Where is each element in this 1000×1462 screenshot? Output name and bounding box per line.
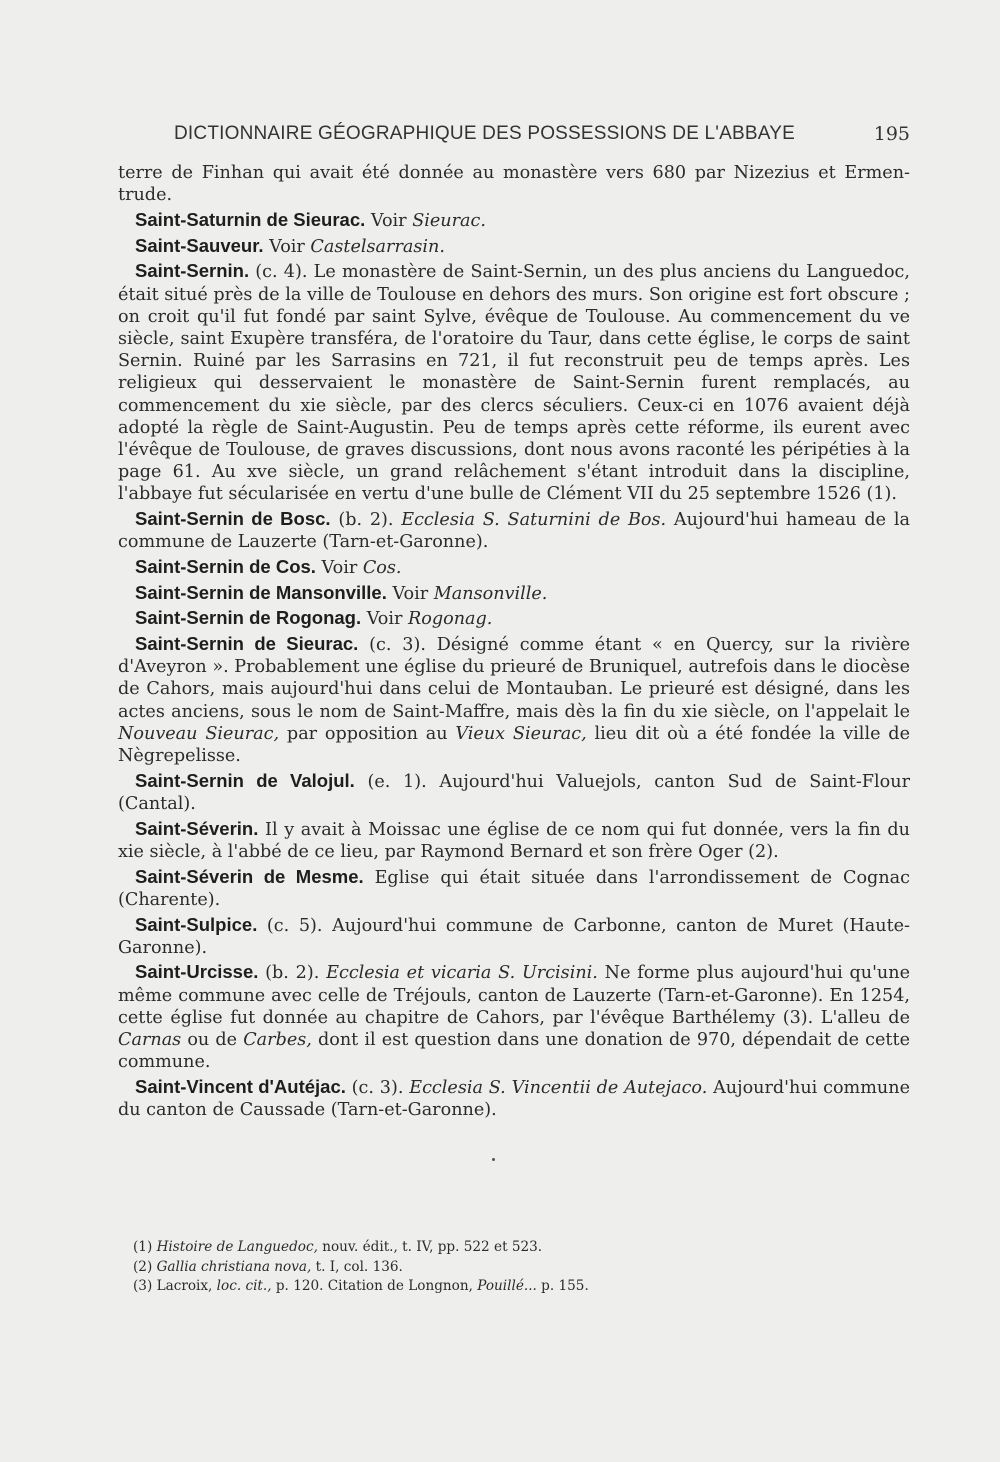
entry-headword: Saint-Sernin de Bosc. bbox=[135, 508, 331, 530]
entry-saint-sernin-de-sieurac bbox=[118, 633, 910, 767]
entry-text: Aujourd'hui hameau de la commune de Lauzerte (Tarn-et-Garonne). bbox=[118, 510, 910, 553]
entry-saint-sauveur bbox=[118, 235, 910, 258]
entry-saint-sernin-de-bosc bbox=[118, 508, 910, 553]
footnote-title: Gallia christiana nova, bbox=[156, 1258, 312, 1275]
entry-continuation bbox=[118, 162, 910, 206]
entry-text: Aujourd'hui Valuejols, canton Sud de Saint-Flour (Cantal). bbox=[118, 771, 910, 814]
entry-italic-term: Carnas bbox=[118, 1030, 182, 1051]
entry-italic-term: Nouveau Sieurac, bbox=[118, 723, 280, 744]
entry-text: Voir bbox=[263, 236, 311, 257]
entry-saint-sernin-de-valojul bbox=[118, 770, 910, 815]
entry-text: Voir bbox=[361, 609, 409, 630]
entry-text: Voir bbox=[315, 557, 363, 578]
entry-text: dont il est question dans une donation de 970, dépendait de cette commune. bbox=[118, 1030, 910, 1073]
entry-headword: Saint-Sernin de Valojul. bbox=[135, 769, 355, 791]
entry-headword: Saint-Séverin. bbox=[135, 817, 259, 839]
entry-text: Il y avait à Moissac une église de ce nom qui fut donnée, vers la fin du xie siècle, à l'abbé de ce lieu, par Raymond Bernard et son frère Oger (2). bbox=[118, 819, 910, 862]
entry-headword: Saint-Sernin de Mansonville. bbox=[135, 581, 387, 603]
entry-headword: Saint-Sernin de Rogonag. bbox=[135, 607, 362, 629]
entry-saint-severin-de-mesme bbox=[118, 866, 910, 911]
footnote-text: p. 120. Citation de Longnon, bbox=[271, 1278, 478, 1294]
entry-map-ref: (c. 3). bbox=[345, 1077, 404, 1098]
dictionary-body bbox=[118, 162, 910, 1124]
footnote-text: nouv. édit., t. IV, pp. 522 et 523. bbox=[317, 1239, 543, 1255]
entry-crossref: Sieurac. bbox=[412, 210, 486, 231]
entry-headword: Saint-Sauveur. bbox=[135, 234, 264, 256]
entry-saint-sernin-de-cos bbox=[118, 556, 910, 579]
page-number: 195 bbox=[873, 123, 910, 145]
entry-text: ou de bbox=[181, 1030, 244, 1051]
entry-headword: Saint-Sernin. bbox=[135, 260, 250, 282]
entry-latin-name: Ecclesia S. Saturnini de Bos. bbox=[393, 510, 667, 531]
entry-headword: Saint-Urcisse. bbox=[135, 961, 259, 983]
entry-saint-urcisse bbox=[118, 961, 910, 1073]
entry-map-ref: (c. 5). bbox=[257, 915, 323, 936]
entry-text: Voir bbox=[365, 210, 413, 231]
entry-text: lieu dit où a été fondée la ville de Nègrepelisse. bbox=[118, 723, 910, 767]
footnote-title: Pouillé... bbox=[477, 1278, 537, 1294]
entry-saint-saturnin-de-sieurac bbox=[118, 209, 910, 232]
footnote-number: (3) bbox=[133, 1278, 157, 1294]
entry-headword: Saint-Vincent d'Autéjac. bbox=[135, 1075, 346, 1097]
entry-text: Aujourd'hui commune du canton de Caussade (Tarn-et-Garonne). bbox=[118, 1077, 910, 1121]
entry-headword: Saint-Sernin de Sieurac. bbox=[135, 633, 359, 655]
entry-text: Ne forme plus aujourd'hui qu'une même commune avec celle de Tréjouls, canton de Lauzerte (Tarn-et-Garonne). En 1254, cette église fut donnée au chapitre de Cahors, par l'évêque Barthélemy (3). L'alleu de bbox=[118, 963, 910, 1028]
entry-map-ref: (e. 1). bbox=[354, 771, 427, 792]
entry-latin-name: Ecclesia et vicaria S. Urcisini. bbox=[319, 963, 598, 984]
entry-text: Aujourd'hui commune de Carbonne, canton de Muret (Haute-Garonne). bbox=[118, 915, 910, 958]
entry-headword: Saint-Séverin de Mesme. bbox=[135, 865, 364, 887]
footnotes bbox=[133, 1238, 833, 1297]
footnote-1 bbox=[133, 1238, 833, 1258]
entry-saint-sernin-de-mansonville bbox=[118, 582, 910, 605]
entry-italic-term: Carbes, bbox=[243, 1030, 312, 1051]
entry-map-ref: (b. 2). bbox=[330, 510, 394, 531]
footnote-text: Lacroix, bbox=[156, 1278, 217, 1294]
entry-text: Voir bbox=[386, 583, 434, 604]
entry-map-ref: (c. 4). bbox=[249, 262, 308, 283]
entry-saint-sernin bbox=[118, 260, 910, 505]
footnote-text: p. 155. bbox=[536, 1278, 589, 1294]
entry-map-ref: (c. 3). bbox=[358, 635, 426, 656]
entry-text: Le monastère de Saint-Sernin, un des plus anciens du Languedoc, était situé près de la ville de Toulouse en dehors des murs. Son origine est fort obscure ; on croit qu'il fut fondé par saint Sylve, évêque de Toulouse. Au commencement du ve siècle, saint Exupère transféra, de l'oratoire du Taur, dans cette église, le corps de saint Sernin. Ruiné par les Sarrasins en 721, il fut reconstruit peu de temps après. Les religieux qui desservaient le monastère de Saint-Sernin furent remplacés, au commencement du xie siècle, par des clercs séculiers. Ceux-ci en 1076 avaient déjà adopté la règle de Saint-Augustin. Peu de temps après cette réforme, ils eurent avec l'évêque de Toulouse, de graves discussions, dont nous avons raconté les péripéties à la page 61. Au xve siècle, un grand relâchement s'étant introduit dans la discipline, l'abbaye fut sécularisée en vertu d'une bulle de Clément VII du 25 septembre 1526 (1). bbox=[118, 262, 910, 505]
entry-crossref: Mansonville. bbox=[433, 583, 548, 604]
entry-saint-vincent-dautejac bbox=[118, 1076, 910, 1121]
entry-text: par opposition au bbox=[279, 723, 456, 744]
entry-text: terre de Finhan qui avait été donnée au monastère vers 680 par Nizezius et Ermen-trude. bbox=[118, 163, 910, 206]
entry-headword: Saint-Sulpice. bbox=[135, 913, 258, 935]
page-header bbox=[118, 123, 910, 153]
footnote-title: loc. cit., bbox=[216, 1278, 272, 1294]
entry-crossref: Castelsarrasin. bbox=[310, 236, 445, 257]
footnote-text: t. I, col. 136. bbox=[311, 1258, 403, 1275]
footnote-number: (2) bbox=[133, 1258, 157, 1275]
entry-saint-sernin-de-rogonag bbox=[118, 607, 910, 630]
footnote-3 bbox=[133, 1277, 833, 1297]
entry-italic-term: Vieux Sieurac, bbox=[455, 723, 587, 744]
footnote-title: Histoire de Languedoc, bbox=[156, 1239, 318, 1255]
entry-text: Eglise qui était située dans l'arrondissement de Cognac (Charente). bbox=[118, 867, 910, 910]
footnote-2 bbox=[133, 1258, 833, 1278]
ink-speck bbox=[492, 1158, 495, 1161]
entry-headword: Saint-Saturnin de Sieurac. bbox=[135, 208, 366, 230]
entry-latin-name: Ecclesia S. Vincentii de Autejaco. bbox=[403, 1077, 708, 1098]
entry-headword: Saint-Sernin de Cos. bbox=[135, 555, 316, 577]
entry-text: Désigné comme étant « en Quercy, sur la rivière d'Aveyron ». Probablement une église du prieuré de Bruniquel, autrefois dans le diocèse de Cahors, mais aujourd'hui dans celui de Montauban. Le prieuré est désigné, dans les actes anciens, sous le nom de Saint-Maffre, mais dès la fin du xie siècle, on l'appelait le bbox=[118, 635, 910, 722]
entry-crossref: Cos. bbox=[362, 557, 402, 578]
entry-crossref: Rogonag. bbox=[408, 609, 493, 630]
running-title: DICTIONNAIRE GÉOGRAPHIQUE DES POSSESSIONS DE L'ABBAYE bbox=[174, 123, 795, 144]
footnote-number: (1) bbox=[133, 1239, 157, 1255]
entry-map-ref: (b. 2). bbox=[258, 963, 320, 984]
entry-saint-sulpice bbox=[118, 914, 910, 959]
entry-saint-severin bbox=[118, 818, 910, 863]
